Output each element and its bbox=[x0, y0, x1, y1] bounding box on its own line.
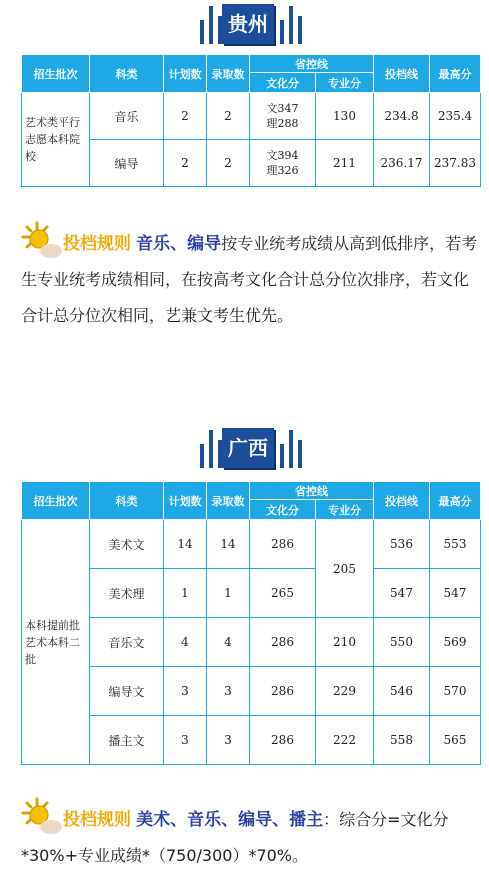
header-plan: 计划数 bbox=[164, 55, 207, 93]
major-cell: 210 bbox=[316, 618, 374, 667]
admit-cell: 3 bbox=[207, 716, 250, 765]
plan-cell: 1 bbox=[164, 569, 207, 618]
batch-cell: 艺术类平行志愿本科院校 bbox=[22, 93, 90, 187]
highest-cell: 569 bbox=[430, 618, 481, 667]
plan-cell: 4 bbox=[164, 618, 207, 667]
major-cell: 130 bbox=[316, 93, 374, 140]
culture-cell: 286 bbox=[250, 667, 316, 716]
highest-cell: 565 bbox=[430, 716, 481, 765]
highest-cell: 237.83 bbox=[430, 140, 481, 187]
header-culture: 文化分 bbox=[250, 500, 316, 520]
header-toudang: 投档线 bbox=[374, 55, 430, 93]
decor-bars-right bbox=[280, 6, 302, 44]
decor-bars-right bbox=[280, 430, 302, 468]
header-plan: 计划数 bbox=[164, 482, 207, 520]
guangxi-section-header bbox=[0, 424, 489, 472]
plan-cell: 3 bbox=[164, 667, 207, 716]
highest-cell: 547 bbox=[430, 569, 481, 618]
rule-subjects: 音乐、编导 bbox=[136, 234, 222, 254]
culture-li: 理288 bbox=[266, 117, 299, 130]
table-row bbox=[22, 569, 481, 618]
table-row bbox=[22, 140, 481, 187]
subject-cell: 编导文 bbox=[90, 667, 164, 716]
header-control-line: 省控线 bbox=[250, 482, 374, 500]
admit-cell: 1 bbox=[207, 569, 250, 618]
admit-cell: 3 bbox=[207, 667, 250, 716]
guangxi-rule-paragraph bbox=[21, 802, 479, 874]
subject-cell: 美术文 bbox=[90, 520, 164, 569]
header-culture: 文化分 bbox=[250, 73, 316, 93]
decor-bars-left bbox=[200, 6, 222, 44]
culture-cell bbox=[250, 93, 316, 140]
major-cell: 211 bbox=[316, 140, 374, 187]
guizhou-section-header bbox=[0, 0, 489, 48]
plan-cell: 14 bbox=[164, 520, 207, 569]
major-cell-art: 205 bbox=[316, 520, 374, 618]
highest-cell: 570 bbox=[430, 667, 481, 716]
sun-icon bbox=[21, 803, 63, 833]
header-highest: 最高分 bbox=[430, 55, 481, 93]
subject-cell: 播主文 bbox=[90, 716, 164, 765]
header-control-line: 省控线 bbox=[250, 55, 374, 73]
toudang-cell: 547 bbox=[374, 569, 430, 618]
admit-cell: 4 bbox=[207, 618, 250, 667]
guangxi-score-table bbox=[21, 481, 481, 765]
batch-cell: 本科提前批艺术本科二批 bbox=[22, 520, 90, 765]
province-badge-guangxi: 广西 bbox=[222, 428, 274, 468]
culture-cell: 286 bbox=[250, 520, 316, 569]
rule-text: ：综合分=文化分*30%+专业成绩*（750/300）*70%。 bbox=[21, 810, 449, 865]
plan-cell: 2 bbox=[164, 93, 207, 140]
rule-title: 投档规则 bbox=[63, 810, 131, 830]
subject-cell: 音乐文 bbox=[90, 618, 164, 667]
guizhou-score-table bbox=[21, 54, 481, 187]
header-subject: 科类 bbox=[90, 482, 164, 520]
table-row bbox=[22, 520, 481, 569]
province-badge-guizhou: 贵州 bbox=[222, 4, 274, 44]
rule-title: 投档规则 bbox=[63, 234, 131, 254]
table-row bbox=[22, 716, 481, 765]
admit-cell: 14 bbox=[207, 520, 250, 569]
culture-cell bbox=[250, 140, 316, 187]
toudang-cell: 536 bbox=[374, 520, 430, 569]
plan-cell: 2 bbox=[164, 140, 207, 187]
header-admit: 录取数 bbox=[207, 482, 250, 520]
subject-cell: 编导 bbox=[90, 140, 164, 187]
toudang-cell: 558 bbox=[374, 716, 430, 765]
toudang-cell: 550 bbox=[374, 618, 430, 667]
subject-cell: 音乐 bbox=[90, 93, 164, 140]
header-major: 专业分 bbox=[316, 500, 374, 520]
table-row bbox=[22, 618, 481, 667]
header-highest: 最高分 bbox=[430, 482, 481, 520]
culture-li: 理326 bbox=[266, 164, 299, 177]
admit-cell: 2 bbox=[207, 140, 250, 187]
toudang-cell: 236.17 bbox=[374, 140, 430, 187]
guizhou-rule-paragraph bbox=[21, 226, 479, 334]
table-row bbox=[22, 93, 481, 140]
rule-text: 按专业统考成绩从高到低排序，若考生专业统考成绩相同，在按高考文化合计总分位次排序，若文化合计总分位次相同，艺兼文考生优先。 bbox=[21, 234, 478, 325]
header-subject: 科类 bbox=[90, 55, 164, 93]
header-batch: 招生批次 bbox=[22, 482, 90, 520]
highest-cell: 235.4 bbox=[430, 93, 481, 140]
header-batch: 招生批次 bbox=[22, 55, 90, 93]
major-cell: 222 bbox=[316, 716, 374, 765]
culture-cell: 265 bbox=[250, 569, 316, 618]
highest-cell: 553 bbox=[430, 520, 481, 569]
culture-wen: 文347 bbox=[266, 102, 299, 115]
culture-cell: 286 bbox=[250, 716, 316, 765]
header-toudang: 投档线 bbox=[374, 482, 430, 520]
rule-subjects: 美术、音乐、编导、播主 bbox=[136, 810, 324, 830]
plan-cell: 3 bbox=[164, 716, 207, 765]
header-admit: 录取数 bbox=[207, 55, 250, 93]
decor-bars-left bbox=[200, 430, 222, 468]
major-cell: 229 bbox=[316, 667, 374, 716]
subject-cell: 美术理 bbox=[90, 569, 164, 618]
admit-cell: 2 bbox=[207, 93, 250, 140]
culture-wen: 文394 bbox=[266, 149, 299, 162]
toudang-cell: 234.8 bbox=[374, 93, 430, 140]
sun-icon bbox=[21, 227, 63, 257]
table-row bbox=[22, 667, 481, 716]
toudang-cell: 546 bbox=[374, 667, 430, 716]
culture-cell: 286 bbox=[250, 618, 316, 667]
header-major: 专业分 bbox=[316, 73, 374, 93]
